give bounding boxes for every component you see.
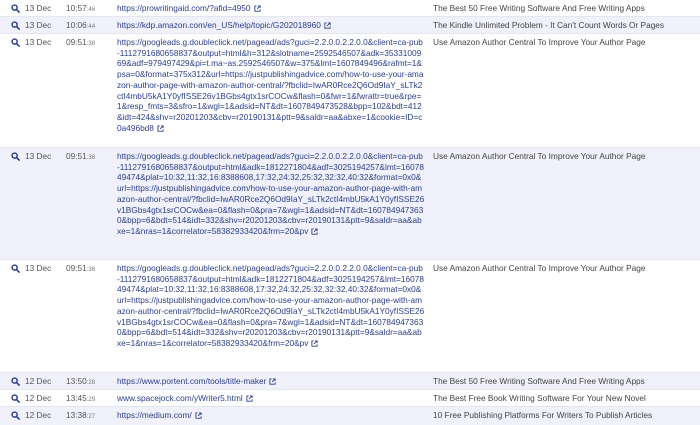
search-icon[interactable] [11, 377, 20, 386]
row-date: 12 Dec [25, 376, 52, 386]
external-link-icon[interactable] [195, 412, 202, 419]
search-icon[interactable] [11, 4, 20, 13]
external-link-icon[interactable] [311, 228, 318, 235]
row-time: 09:51:38 [66, 263, 96, 273]
search-icon[interactable] [11, 411, 20, 420]
row-url-link[interactable]: https://prowritingaid.com/?afid=4950 [117, 3, 425, 14]
external-link-icon[interactable] [269, 378, 276, 385]
table-row [0, 373, 700, 390]
row-date: 12 Dec [25, 393, 52, 403]
row-date: 13 Dec [25, 37, 52, 47]
search-icon[interactable] [11, 21, 20, 30]
row-page-title: The Best Free Book Writing Software For Your New Novel [433, 393, 646, 403]
row-date: 13 Dec [25, 20, 52, 30]
table-row [0, 390, 700, 407]
table-row [0, 407, 700, 425]
row-url-link[interactable]: www.spacejock.com/yWriter5.html [117, 393, 425, 404]
external-link-icon[interactable] [311, 340, 318, 347]
row-page-title: The Best 50 Free Writing Software And Free Writing Apps [433, 376, 645, 386]
external-link-icon[interactable] [254, 5, 261, 12]
search-icon[interactable] [11, 264, 20, 273]
row-page-title: Use Amazon Author Central To Improve Your Author Page [433, 263, 646, 273]
row-page-title: The Kindle Unlimited Problem - It Can't Count Words Or Pages [433, 20, 665, 30]
row-page-title: 10 Free Publishing Platforms For Writers To Publish Articles [433, 410, 653, 420]
row-date: 12 Dec [25, 410, 52, 420]
row-time: 09:51:38 [66, 37, 96, 47]
row-url-link[interactable]: https://www.portent.com/tools/title-maker [117, 376, 425, 387]
external-link-icon[interactable] [157, 125, 164, 132]
table-row [0, 34, 700, 148]
table-row [0, 0, 700, 17]
row-url-link[interactable]: https://medium.com/ [117, 410, 425, 421]
table-row [0, 17, 700, 34]
row-url-link[interactable]: https://googleads.g.doubleclick.net/pagead/ads?guci=2.2.0.0.2.2.0.0&client=ca-pub-1112791680658837&output=html&h=312&slotname=2592546507&adk=3533100969&adf=979497429&pi=t.ma~as.2592546507&w=375&lmt=1607849496&rafmt=1&psa=0&format=375x312&url=https://justpublishingadvice.com/how-to-use-your-amazon-author-page-with-amazon-author-central/?fbclid=IwAR0Rce2Q6Od9IaY_sLTk2ctI4mbU5kA1Y0yfISSE26v1BGbs4gtx1srCOCw&flash=0&fwr=1&fwrattr=true&rpe=1&resp_fmts=3&sfro=1&wgl=1&adsid=NT&dt=1607849473528&bpp=102&bdt=412&idt=424&shv=r20201203&cbv=r20190131&ptt=9&saldr=aa&abxe=1&cookie=ID=c0a496bd8 [117, 37, 424, 133]
row-page-title: Use Amazon Author Central To Improve Your Author Page [433, 151, 646, 161]
row-time: 10:06:44 [66, 20, 96, 30]
row-url-link[interactable]: https://kdp.amazon.com/en_US/help/topic/G202018960 [117, 20, 425, 31]
row-page-title: Use Amazon Author Central To Improve Your Author Page [433, 37, 646, 47]
row-time: 09:51:38 [66, 151, 96, 161]
row-time: 13:38:27 [66, 410, 96, 420]
table-row [0, 148, 700, 260]
search-icon[interactable] [11, 38, 20, 47]
row-date: 13 Dec [25, 263, 52, 273]
row-page-title: The Best 50 Free Writing Software And Free Writing Apps [433, 3, 645, 13]
row-date: 13 Dec [25, 3, 52, 13]
row-time: 10:57:46 [66, 3, 96, 13]
external-link-icon[interactable] [324, 22, 331, 29]
row-url-link[interactable]: https://googleads.g.doubleclick.net/pagead/ads?guci=2.2.0.0.2.2.0.0&client=ca-pub-1112791680658837&output=html&adk=1812271804&adf=3025194257&lmt=1607849474&plat=10:32,11:32,16:8388608,17:32,24:32,25:32,32:32,40:32&format=0x0&url=https://justpublishingadvice.com/how-to-use-your-amazon-author-page-with-amazon-author-central/?fbclid=IwAR0Rce2Q6Od9IaY_sLTk2ctI4mbU5kA1Y0yfISSE26v1BGbs4gtx1srCOCw&ea=0&flash=0&pra=7&wgl=1&adsid=NT&dt=1607849473630&bpp=6&bdt=514&idt=332&shv=r20201203&cbv=r20190131&ptt=9&saldr=aa&abxe=1&nras=1&correlator=58382933420&frm=20&pv [117, 151, 425, 236]
row-url-link[interactable]: https://googleads.g.doubleclick.net/pagead/ads?guci=2.2.0.0.2.2.0.0&client=ca-pub-1112791680658837&output=html&adk=1812271804&adf=3025194257&lmt=1607849474&plat=10:32,11:32,16:8388608,17:32,24:32,25:32,32:32,40:32&format=0x0&url=https://justpublishingadvice.com/how-to-use-your-amazon-author-page-with-amazon-author-central/?fbclid=IwAR0Rce2Q6Od9IaY_sLTk2ctI4mbU5kA1Y0yfISSE26v1BGbs4gtx1srCOCw&ea=0&flash=0&pra=7&wgl=1&adsid=NT&dt=1607849473630&bpp=6&bdt=514&idt=332&shv=r20201203&cbv=r20190131&ptt=9&saldr=aa&abxe=1&nras=1&correlator=58382933420&frm=20&pv [117, 263, 425, 348]
external-link-icon[interactable] [246, 395, 253, 402]
row-time: 13:45:29 [66, 393, 96, 403]
search-icon[interactable] [11, 152, 20, 161]
table-row [0, 260, 700, 373]
search-icon[interactable] [11, 394, 20, 403]
row-date: 13 Dec [25, 151, 52, 161]
row-time: 13:50:28 [66, 376, 96, 386]
